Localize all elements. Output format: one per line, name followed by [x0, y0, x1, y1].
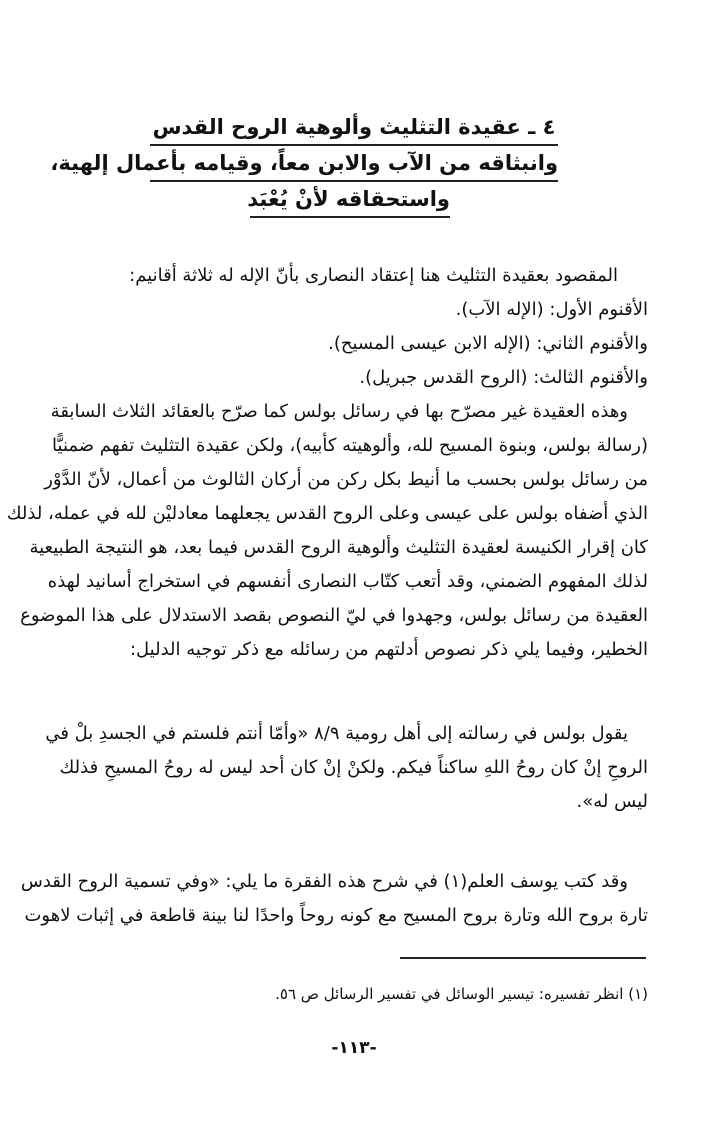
paragraph-line: من رسائل بولس بحسب ما أنيط بكل ركن من أركان الثالوث من أعمال، لأنّ الدَّوْر: [44, 469, 648, 490]
hypostasis-third: والأقنوم الثالث: (الروح القدس جبريل).: [359, 367, 648, 388]
intro-line: المقصود بعقيدة التثليث هنا إعتقاد النصارى بأنّ الإله له ثلاثة أقانيم:: [129, 265, 618, 286]
heading-text: ٤ ـ عقيدة التثليث وألوهية الروح القدس: [152, 115, 556, 139]
quote-line: الروحِ إنْ كان روحُ اللهِ ساكناً فيكم. ولكنْ إنْ كان أحد ليس له روحُ المسيحِ فذلك: [59, 757, 648, 778]
paragraph-line: الخطير، وفيما يلي ذكر نصوص أدلتهم من رسائله مع ذكر توجيه الدليل:: [129, 639, 648, 660]
quote-line: يقول بولس في رسالته إلى أهل رومية ٨/٩ «وأمّا أنتم فلستم في الجسدِ بلْ في: [45, 723, 628, 744]
paragraph-line: العقيدة من رسائل بولس، وجهدوا في ليّ النصوص بقصد الاستدلال على هذا الموضوع: [20, 605, 648, 626]
section-heading-line-1: [150, 112, 558, 146]
footnote: (١) انظر تفسيره: تيسير الوسائل في تفسير الرسائل ص ٥٦.: [275, 985, 648, 1003]
paragraph-line: الذي أضفاه بولس على عيسى وعلى الروح القدس يجعلهما معادليْن لله في عمله، لذلك: [6, 503, 648, 524]
heading-underline: [250, 216, 450, 218]
paragraph-line: وهذه العقيدة غير مصرّح بها في رسائل بولس كما صرّح بالعقائد الثلاث السابقة: [50, 401, 628, 422]
heading-text: وانبثاقه من الآب والابن معاً، وقيامه بأعمال إلهية،: [50, 151, 558, 175]
hypostasis-first: الأقنوم الأول: (الإله الآب).: [455, 299, 648, 320]
heading-underline: [150, 180, 558, 182]
heading-text: واستحقاقه لأنْ يُعْبَد: [247, 187, 450, 211]
paragraph-line: وقد كتب يوسف العلم(١) في شرح هذه الفقرة ما يلي: «وفي تسمية الروح القدس: [20, 871, 628, 892]
section-heading-line-2: [50, 148, 558, 182]
quote-line: ليس له».: [576, 791, 648, 812]
paragraph-line: لذلك المفهوم الضمني، وقد أتعب كتّاب النصارى أنفسهم في استخراج أسانيد لهذه: [47, 571, 648, 592]
footnote-separator: [400, 957, 646, 959]
paragraph-line: تارة بروح الله وتارة بروح المسيح مع كونه روحاً واحدًا لنا بينة قاطعة في إثبات لاهوت: [24, 905, 648, 926]
page-number: -١١٣-: [331, 1038, 377, 1058]
section-heading-line-3: [247, 184, 450, 218]
heading-underline: [150, 144, 558, 146]
paragraph-line: (رسالة بولس، وبنوة المسيح لله، وألوهيته كأبيه)، ولكن عقيدة التثليث تفهم ضمنيًّا: [52, 435, 648, 456]
hypostasis-second: والأقنوم الثاني: (الإله الابن عيسى المسيح).: [328, 333, 648, 354]
paragraph-line: كان إقرار الكنيسة لعقيدة التثليث وألوهية الروح القدس فيما بعد، هو النتيجة الطبيعية: [29, 537, 648, 558]
